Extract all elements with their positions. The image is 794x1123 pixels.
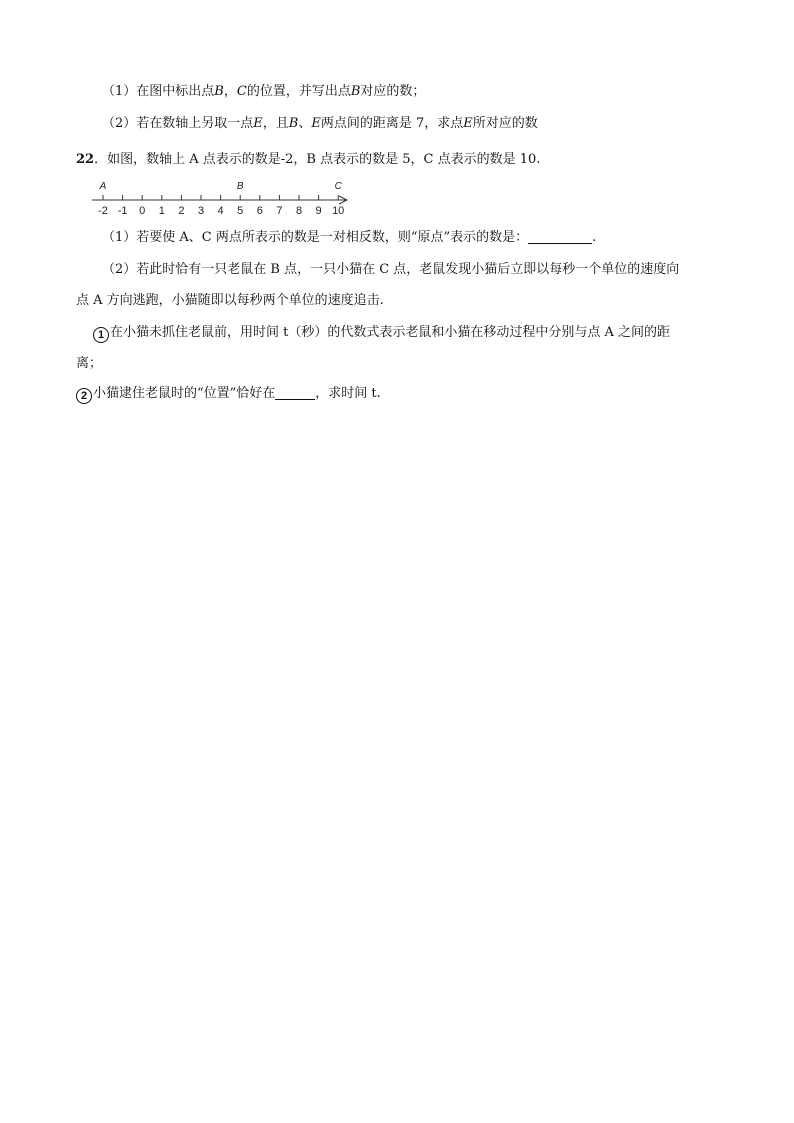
q22-sub2-text: 小猫逮住老鼠时的“位置”恰好在 [93, 386, 276, 401]
q21-part2-sep: ，且 [262, 116, 289, 131]
q21-part2-dun: 、 [298, 116, 312, 131]
number-line-tick-label: -1 [117, 205, 128, 217]
circled-number-1: 1 [93, 327, 109, 343]
answer-blank[interactable] [528, 230, 592, 244]
answer-blank[interactable] [275, 386, 315, 400]
q21-part2-text: （2）若在数轴上另取一点 [102, 116, 254, 131]
point-b-symbol: B [288, 116, 299, 131]
number-line-point-label: C [334, 181, 342, 192]
q21-part1-text: （1）在图中标出点 [102, 84, 215, 99]
q21-part1-mid: 的位置，并写出点 [246, 84, 351, 99]
q22-part1-text: （1）若要使 A、C 两点所表示的数是一对相反数，则“原点”表示的数是： [102, 230, 529, 245]
q21-part1 [102, 83, 425, 101]
point-e-symbol: E [463, 116, 473, 131]
point-c-symbol: C [236, 84, 247, 99]
point-e-symbol: E [253, 116, 263, 131]
number-line-tick-label: 2 [178, 205, 185, 217]
point-b-symbol: B [214, 84, 224, 99]
q22-intro-text: ．如图，数轴上 A 点表示的数是-2，B 点表示的数是 5，C 点表示的数是 10. [94, 152, 541, 167]
q21-part2-suffix: 所对应的数 [472, 116, 538, 131]
q22-sub2-suffix: ，求时间 t. [315, 386, 381, 401]
circled-number-2: 2 [76, 388, 92, 404]
number-line-point-label: A [99, 181, 107, 192]
number-line-tick-label: 9 [315, 205, 322, 217]
number-line-tick-label: 3 [197, 205, 205, 217]
q22-part2-line2 [76, 292, 384, 310]
number-line-tick-label: 5 [237, 205, 244, 217]
q21-part2-mid: 两点间的距离是 7，求点 [320, 116, 464, 131]
number-line-tick-label: -2 [98, 205, 108, 217]
number-line-tick-label: 6 [256, 205, 263, 217]
question-number: 22 [76, 152, 95, 167]
point-b-symbol: B [350, 84, 361, 99]
point-e-symbol: E [311, 116, 321, 131]
q22-part2-line1 [102, 261, 679, 279]
number-line-tick-label: 8 [295, 205, 303, 217]
number-line-tick-label: 0 [139, 205, 146, 217]
q22-part2-text: （2）若此时恰有一只老鼠在 B 点，一只小猫在 C 点，老鼠发现小猫后立即以每秒一个单位的速度向 [102, 262, 680, 277]
q22-sub2 [76, 385, 381, 404]
number-line-tick-label: 4 [217, 205, 224, 217]
q21-part1-suffix: 对应的数； [360, 84, 426, 99]
q22-part2-text: 点 A 方向逃跑，小猫随即以每秒两个单位的速度追击. [76, 293, 384, 308]
number-line-point-label: B [236, 181, 244, 192]
number-line-tick-label: 1 [158, 205, 165, 217]
number-line-ticks [98, 195, 344, 217]
q22-sub1-line1 [93, 324, 670, 343]
number-line-figure [90, 178, 360, 220]
number-line-tick-label: 7 [276, 205, 283, 217]
q22-part1-end: . [592, 230, 597, 245]
q21-part2 [102, 115, 538, 133]
q22-sub1-text: 离； [76, 356, 103, 371]
number-line-point-labels [99, 181, 343, 192]
q22-sub1-text: 在小猫未抓住老鼠前，用时间 t（秒）的代数式表示老鼠和小猫在移动过程中分别与点 A 之间的距 [110, 325, 671, 340]
q22-sub1-line2 [76, 355, 102, 373]
number-line-tick-label: 10 [332, 205, 345, 217]
q22-intro [76, 151, 540, 169]
q21-part1-sep: ， [223, 84, 237, 99]
q22-part1 [102, 229, 596, 247]
